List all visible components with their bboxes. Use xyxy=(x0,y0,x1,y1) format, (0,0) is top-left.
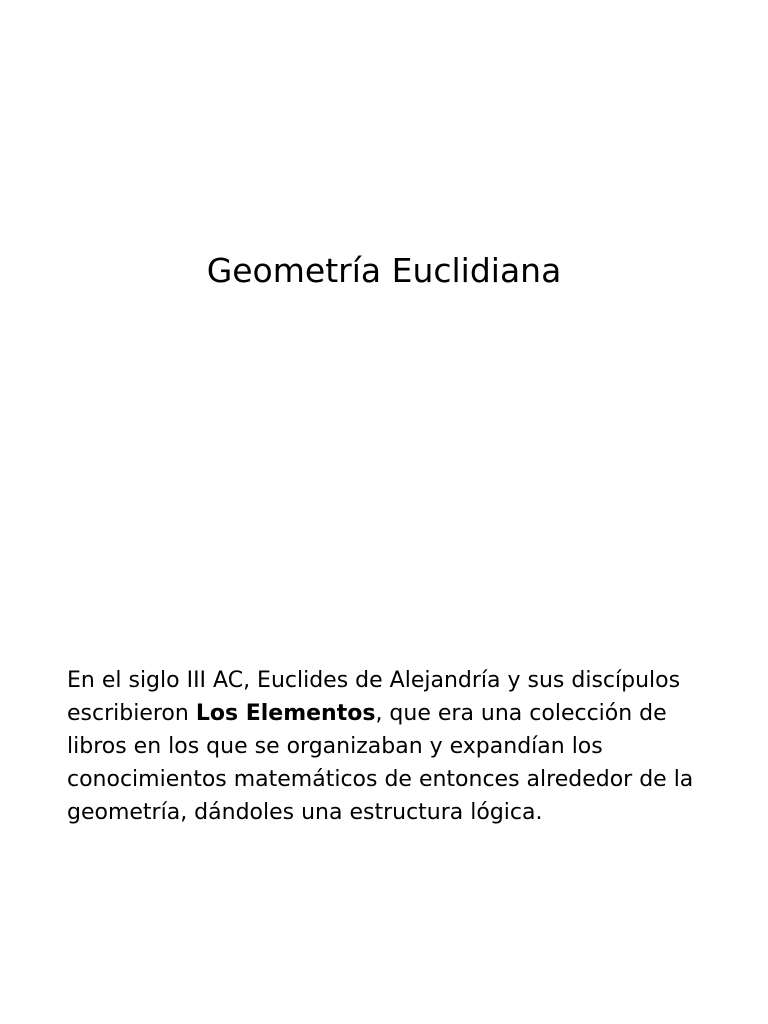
page-title: Geometría Euclidiana xyxy=(206,251,562,290)
paragraph-text-before: En el siglo III AC, Euclides de Alejandría y sus discípulos escribieron xyxy=(67,668,681,726)
book-title-bold: Los Elementos xyxy=(195,701,376,726)
body-paragraph xyxy=(67,664,727,829)
paragraph-text-after: , que era una colección de libros en los que se organizaban y expandían los conocimientos matemáticos de entonces alrededor de la geometría, dándoles una estructura lógica. xyxy=(67,701,694,825)
